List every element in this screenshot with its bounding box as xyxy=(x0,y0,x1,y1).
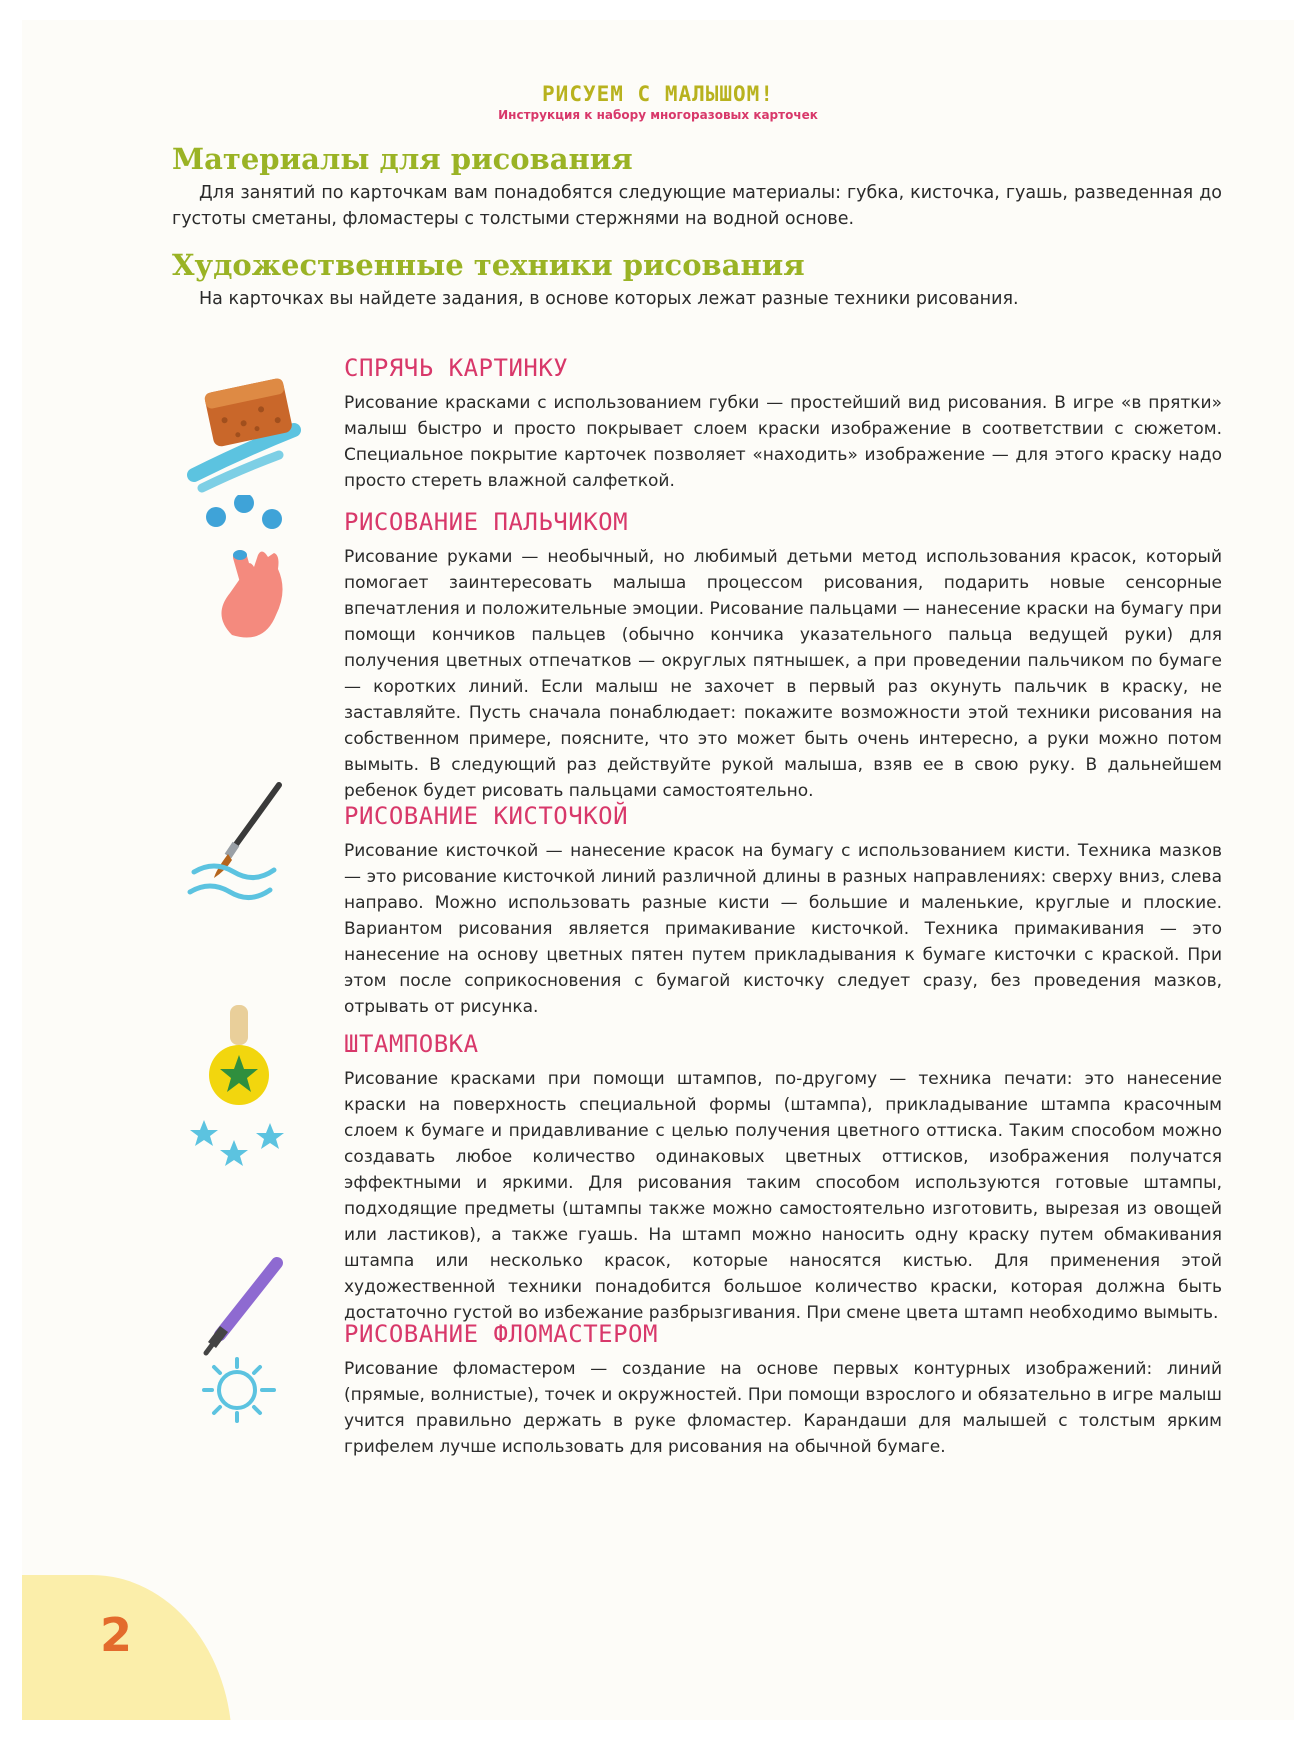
section-title: СПРЯЧЬ КАРТИНКУ xyxy=(344,354,569,382)
section-title: РИСОВАНИЕ КИСТОЧКОЙ xyxy=(344,802,629,830)
section-title: РИСОВАНИЕ ФЛОМАСТЕРОМ xyxy=(344,1320,658,1348)
section-finger-painting xyxy=(344,506,1222,804)
sponge-icon xyxy=(184,360,314,504)
techniques-heading: Художественные техники рисования xyxy=(172,248,805,282)
page-header-title: РИСУЕМ С МАЛЫШОМ! xyxy=(542,82,774,106)
section-text: Рисование руками — необычный, но любимый детьми метод использования красок, который помогает заинтересовать малыша процессом рисования, подарить новые сенсорные впечатления и положительные эмоции. Рисование пальцами — нанесение краски на бумагу при помощи кончиков пальцев (обычно кончика указательного пальца ведущей руки) для получения цветных отпечатков — округлых пятнышек, а при проведении пальчиком по бумаге — коротких линий. Если малыш не захочет в первый раз окунуть пальчик в краску, не заставляйте. Пусть сначала понаблюдает: покажите возможности этой техники рисования на собственном примере, поясните, что это может быть очень интересно, а руки можно потом вымыть. В следующий раз действуйте рукой малыша, взяв ее в свою руку. В дальнейшем ребенок будет рисовать пальцами самостоятельно. xyxy=(344,547,1222,801)
materials-text: Для занятий по карточкам вам понадобятся следующие материалы: губка, кисточка, гуашь, разведенная до густоты сметаны, фломастеры с толстыми стержнями на водной основе. xyxy=(172,183,1222,229)
section-text: Рисование фломастером — создание на основе первых контурных изображений: линий (прямые, волнистые), точек и окружностей. При помощи взрослого и обязательно в игре малыш учится правильно держать в руке фломастер. Карандаши для малышей с толстым ярким грифелем лучше использовать для рисования на обычной бумаге. xyxy=(344,1359,1222,1457)
techniques-intro: На карточках вы найдете задания, в основе которых лежат разные техники рисования. xyxy=(199,289,1019,309)
section-text: Рисование кисточкой — нанесение красок на бумагу с использованием кисти. Техника мазков — это рисование кисточкой линий различной длины в разных направлениях: сверху вниз, слева направо. Можно использовать разные кисти — большие и маленькие, круглые и плоские. Вариантом рисования является примакивание кисточкой. Техника примакивания — это нанесение на основу цветных пятен путем прикладывания к бумаге кисточки с краской. При этом после соприкосновения с бумагой кисточку следует сразу, без проведения мазков, отрывать от рисунка. xyxy=(344,841,1222,1017)
section-stamping xyxy=(344,1028,1222,1326)
page xyxy=(22,20,1294,1720)
section-text: Рисование красками с использованием губки — простейший вид рисования. В игре «в прятки» малыш быстро и просто покрывает слоем краски изображение в соответствии с сюжетом. Специальное покрытие карточек позволяет «находить» изображение — для этого краску надо просто стереть влажной салфеткой. xyxy=(344,393,1222,491)
finger-paint-icon xyxy=(202,495,312,659)
page-number: 2 xyxy=(100,1608,133,1662)
section-marker-drawing xyxy=(344,1318,1222,1460)
page-header-subtitle: Инструкция к набору многоразовых карточек xyxy=(498,108,818,122)
section-title: ШТАМПОВКА xyxy=(344,1030,479,1058)
materials-heading: Материалы для рисования xyxy=(172,142,633,176)
section-brush-painting xyxy=(344,800,1222,1020)
section-hide-picture xyxy=(344,352,1222,494)
section-text: Рисование красками при помощи штампов, по-другому — техника печати: это нанесение краски на поверхность специальной формы (штампа), прикладывание штампа красочным слоем к бумаге и придавливание с целью получения цветного оттиска. Таким способом можно создавать любое количество одинаковых цветных оттисков, изображения получатся эффектными и яркими. Для рисования таким способом используются готовые штампы, подходящие предметы (штампы также можно самостоятельно изготовить, вырезая из овощей или ластиков), а также гуашь. На штамп можно наносить одну краску путем обмакивания штампа или несколько красок, которые наносятся кистью. Для применения этой художественной техники понадобится большое количество краски, которая должна быть достаточно густой во избежание разбрызгивания. При смене цвета штамп необходимо вымыть. xyxy=(344,1069,1222,1323)
stamp-icon xyxy=(182,1005,292,1184)
section-title: РИСОВАНИЕ ПАЛЬЧИКОМ xyxy=(344,508,629,536)
paintbrush-icon xyxy=(184,780,294,914)
marker-icon xyxy=(182,1255,297,1429)
